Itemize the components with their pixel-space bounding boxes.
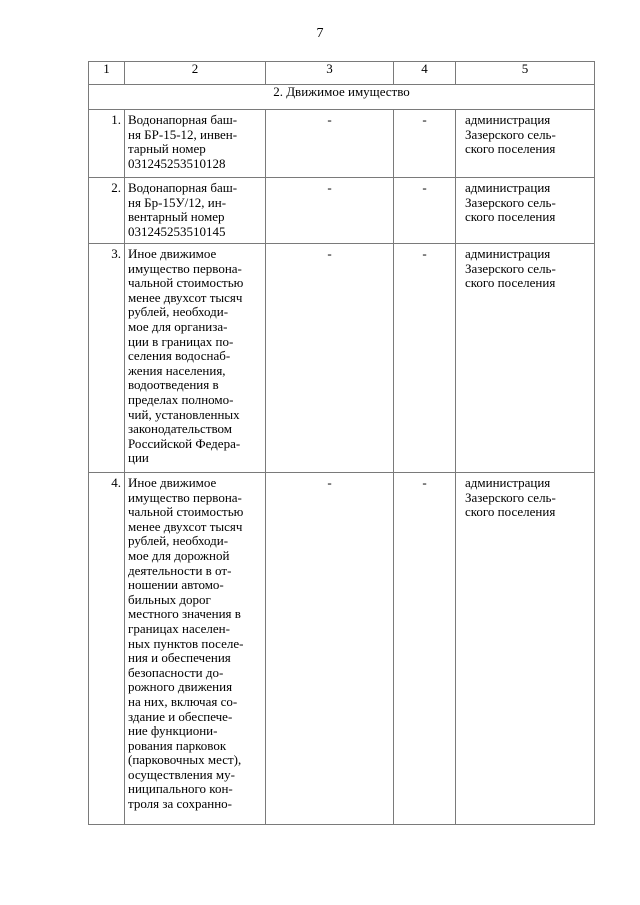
property-name-line: менее двухсот тысяч: [128, 289, 243, 305]
owner-line: ского поселения: [465, 275, 556, 291]
property-name-line: местного значения в: [128, 606, 241, 622]
property-name-line: рования парковок: [128, 737, 227, 753]
property-name-line: законодательством: [128, 421, 233, 437]
owner-line: администрация: [465, 246, 551, 261]
owner-line: ского поселения: [465, 141, 556, 157]
property-name-line: рожного движения: [128, 679, 233, 695]
property-name: [125, 110, 266, 178]
owner: [456, 244, 595, 473]
column-4-value: -: [394, 178, 456, 244]
property-name-line: селения водоснаб-: [128, 348, 231, 364]
property-name-line: водоотведения в: [128, 377, 219, 393]
owner-line: администрация: [465, 112, 551, 127]
property-name-line: пределах полномо-: [128, 391, 234, 407]
property-name-line: Иное движимое: [128, 246, 217, 261]
property-name-line: деятельности в от-: [128, 562, 232, 578]
row-number: 1.: [89, 110, 125, 178]
column-3-value: -: [266, 178, 394, 244]
property-name-line: на них, включая со-: [128, 693, 238, 709]
property-name-line: здание и обеспече-: [128, 708, 233, 724]
column-3-value: -: [266, 473, 394, 825]
column-4-value: -: [394, 244, 456, 473]
owner-line: Зазерского сель-: [465, 260, 556, 276]
row-number: 2.: [89, 178, 125, 244]
property-name-line: ношении автомо-: [128, 577, 224, 593]
column-3-value: -: [266, 244, 394, 473]
property-name-line: чий, установленных: [128, 406, 240, 422]
property-name-line: безопасности до-: [128, 664, 224, 680]
property-name-line: ня БР-15-12, инвен-: [128, 126, 238, 142]
property-name-line: рублей, необходи-: [128, 533, 229, 549]
owner: [456, 178, 595, 244]
property-name-line: ня Бр-15У/12, ин-: [128, 194, 227, 210]
property-name-line: мое для организа-: [128, 318, 228, 334]
property-name-line: Водонапорная баш-: [128, 112, 238, 127]
property-name-line: бильных дорог: [128, 591, 211, 607]
property-name-line: Российской Федера-: [128, 435, 241, 451]
section-title: 2. Движимое имущество: [89, 85, 595, 110]
property-name-line: вентарный номер: [128, 209, 225, 225]
column-header-1: 1: [89, 62, 125, 85]
property-name-line: ния и обеспечения: [128, 650, 231, 666]
property-name-line: границах населен-: [128, 620, 230, 636]
property-name-line: 031245253510128: [128, 155, 226, 171]
row-number: 3.: [89, 244, 125, 473]
property-name-line: имущество первона-: [128, 489, 242, 505]
property-name-line: менее двухсот тысяч: [128, 518, 243, 534]
property-name-line: чальной стоимостью: [128, 275, 244, 291]
property-name-line: жения населения,: [128, 362, 226, 378]
property-name-line: имущество первона-: [128, 260, 242, 276]
property-name-line: рублей, необходи-: [128, 304, 229, 320]
property-name-line: тарный номер: [128, 141, 206, 157]
table-row: [89, 178, 595, 244]
owner: [456, 110, 595, 178]
property-registry-table: [88, 61, 595, 825]
table-row: [89, 473, 595, 825]
property-name-line: 031245253510145: [128, 223, 226, 239]
table-row: [89, 110, 595, 178]
property-name-line: ных пунктов поселе-: [128, 635, 244, 651]
property-name: [125, 178, 266, 244]
property-name: [125, 244, 266, 473]
property-name-line: мое для дорожной: [128, 547, 230, 563]
column-header-4: 4: [394, 62, 456, 85]
owner-line: Зазерского сель-: [465, 489, 556, 505]
property-name-line: Водонапорная баш-: [128, 180, 238, 195]
property-name-line: ции: [128, 450, 149, 466]
owner-line: ского поселения: [465, 504, 556, 520]
property-name-line: чальной стоимостью: [128, 504, 244, 520]
owner: [456, 473, 595, 825]
column-3-value: -: [266, 110, 394, 178]
owner-line: администрация: [465, 180, 551, 195]
column-header-3: 3: [266, 62, 394, 85]
property-name-line: (парковочных мест),: [128, 752, 242, 768]
column-4-value: -: [394, 473, 456, 825]
section-row: [89, 85, 595, 110]
owner-line: Зазерского сель-: [465, 126, 556, 142]
table-row: [89, 244, 595, 473]
column-number-row: [89, 62, 595, 85]
page-number: 7: [316, 26, 324, 41]
property-name-line: ниципального кон-: [128, 781, 233, 797]
property-name-line: троля за сохранно-: [128, 796, 232, 812]
property-name: [125, 473, 266, 825]
owner-line: Зазерского сель-: [465, 194, 556, 210]
owner-line: ского поселения: [465, 209, 556, 225]
property-name-line: ции в границах по-: [128, 333, 234, 349]
owner-line: администрация: [465, 475, 551, 490]
column-header-5: 5: [456, 62, 595, 85]
column-4-value: -: [394, 110, 456, 178]
property-name-line: Иное движимое: [128, 475, 217, 490]
property-name-line: ние функциони-: [128, 723, 218, 739]
property-name-line: осуществления му-: [128, 766, 235, 782]
column-header-2: 2: [125, 62, 266, 85]
row-number: 4.: [89, 473, 125, 825]
